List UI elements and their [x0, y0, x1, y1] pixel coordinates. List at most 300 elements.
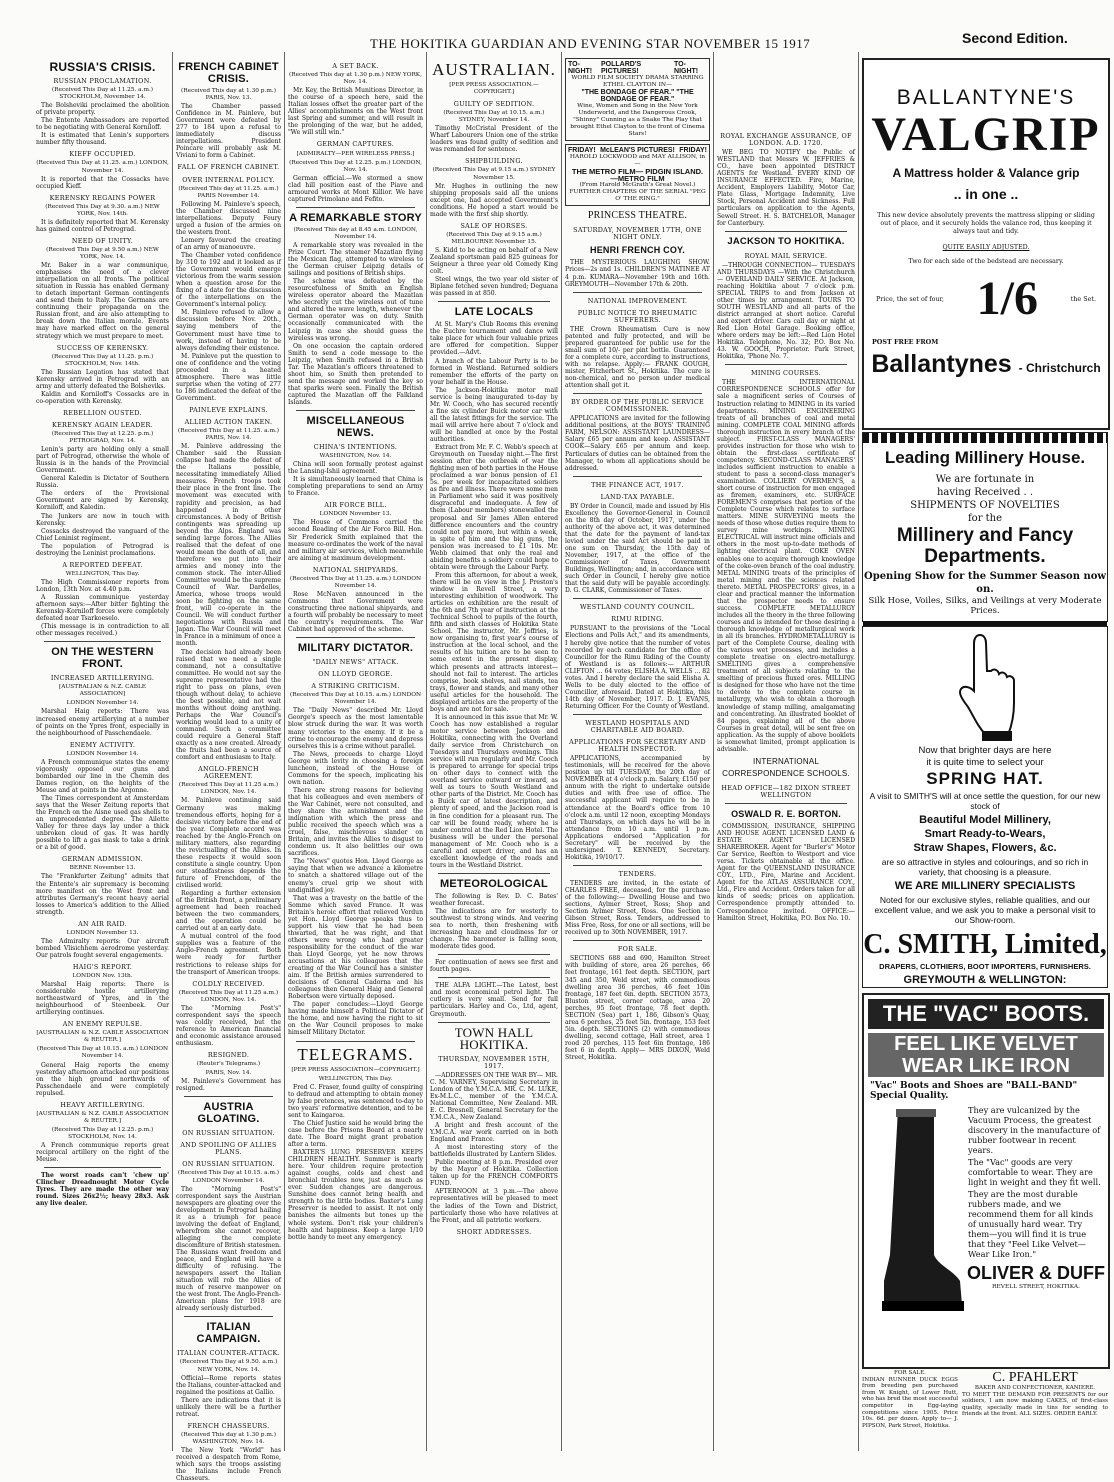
- price-label: Price, the set of four,: [876, 295, 944, 303]
- headline: A REMARKABLE STORY: [289, 211, 422, 224]
- dateline: (Received This Day at 9.15 a.m.) SYDNEY November 15.: [432, 167, 556, 181]
- paragraph: Mr. Key, the British Munitions Director, in the course of a speech here, said the Italian losses offset the greater part of the Allies' accomplishments on the West front last Spring and summer, and will result in the prolonging of the war, but he added, "We will still win.": [288, 87, 423, 137]
- subheading: A SET BACK.: [332, 62, 379, 70]
- paragraph: The News, proceeds to charge Lloyd George with levity in choosing a foreign luncheon, instead of the House of Commons for the speech, implicating his own nation.: [288, 750, 423, 786]
- cinema-name: POLLARD'S PICTURES!: [600, 61, 642, 76]
- company-name: C. PFAHLERT: [992, 1370, 1078, 1385]
- divider: [438, 977, 550, 978]
- subheading: RESIGNED.: [207, 1051, 250, 1060]
- paragraph: —THROUGH CONNECTION— TUESDAYS AND THURSDAYS —With the Christchurch— OVERLAND DAILY SERVICE. At Jackson, reaching Hokitika about 7 o'clock p.m. SPECIAL TRIPS to and from Jackson at other times by arrangement. TOURS TO SOUTH WESTLAND and all parts of the district arranged at short notice. Careful and expert driver. Cars call day or night at Red Lion Hotel Garage. Booking office, where orders may be left:—Red Lion Hotel Hokitika. Telephone, No. 32; P.O. Box No. 43. W. GOOCH, Proprietor. Park Street, Hokitika, 'Phone No. 7.: [717, 261, 855, 361]
- ad-line: GREYMOUTH & WELLINGTON:: [903, 974, 1067, 986]
- smith-spring-hat-ad: [862, 626, 1108, 988]
- paragraph: WE BEG TO NOTIFY the Public of WESTLAND that Messrs W. JEFFRIES & CO., have been appointed DISTRICT AGENTS for Westland. EVERY KIND OF INSURANCE EFFECTED. Fire, Marine, Accident, Employers Liability, Motor Car, Plate Glass, Mortgage Indemnity, Live Stock, Personal Accident and Sickness. Full particulars on application to the Agents, Sewell Street. H. S. BATCHELOR, Manager for Canterbury.: [717, 149, 855, 227]
- column-rule: [858, 52, 859, 1451]
- paragraph: THE INTERNATIONAL CORRESPONDENCE SCHOOLS offer for sale a magnificent series of Courses of Instruction relating to MINING in its varied departments. MINING ENGINEERING treats of all branches of coal and metal mining. COMPLETE COAL MINING affords thorough instruction in every branch of the subject. FIRST-CLASS MANAGERS' provides instruction for those who wish to obtain the first-class certificate of competency. SECOND-CLASS MANAGERS' includes sufficient instruction to enable a student to pass a second-class manager's examination. COLLIERY OVERMEN'S, a short course of instruction for men engaged as firemen, examiners, etc. SURFACE FOREMEN'S comprises that portion of the Complete Course which relates to surface matters. MINE SURVEYING meets the needs of those whose duties require them to survey mine workings. MINING ELECTRICAL will instruct mine officials and others in the most up-to-date methods of lighting electrical plant. COKE OVEN enables one to acquire thorough knowledge of the coke-oven branch of the coal industry. METAL MINING treats of the principles of metal mining and the sciences related thereto. METAL PROSPECTORS' gives, in a clear and practical manner the information that the prospector needs to ensure success. COMPLETE METALLURGY includes all the theory in the three following courses and is intended for those desiring a thorough knowledge of metallurgical work in all its branches. HYDROMETALLURGY is part of the Complete Course, dealing with the various wet processes, and includes a complete treatise on electro-metallurgy. SMELTING gives a comprehensive treatment of all subjects relating to the smelting of precious fluxed ores. MILLING is designed for those who have not the time to devote to the complete course in metallurgy, who wish to obtain a thorough knowledge of stamp milling, amalgamating and concentrating. An illustrated booklet of 84 pages, explaining all of the above Courses in great detail, will be sent free on application. As the supply of above booklets is somewhat limited, prompt application is advisable.: [717, 379, 855, 753]
- headline: ON THE WESTERN FRONT.: [51, 646, 154, 671]
- dateline: (Received This Day at 11.25. a.m.) LONDON November 14.: [289, 575, 422, 589]
- headline: AUSTRALIAN.: [432, 60, 556, 79]
- ad-line: HAROLD LOCKWOOD and MAY ALLISON, in—: [569, 154, 706, 168]
- paragraph: Steel wings, the two year old sister of Biplane fetched seven hundred; Deguana was passed in at 850.: [430, 276, 558, 298]
- subheading: GUILTY OF SEDITION.: [453, 100, 535, 109]
- dateline: (Received This Day at 11.25 a.m.) LONDON, Nov. 14.: [178, 782, 279, 796]
- subheading: CHINA'S INTENTIONS.: [313, 443, 398, 452]
- paragraph: The Junkers are now in touch with Kerensky.: [36, 512, 169, 527]
- subheading: SHORT ADDRESSES.: [456, 1227, 532, 1236]
- headline: TOWN HALL HOKITIKA.: [454, 1024, 534, 1052]
- divider: [184, 1316, 273, 1317]
- paragraph: There are indications that it is unlikely there will be a further retreat.: [176, 1396, 281, 1418]
- paragraph: M. Painleve addressing the Chamber said the Russian collapse had made the defeat of the Italians possible, necessitating immediately Allied measures. French troops took their place in the front line. The movement was executed with rapidity and precision, as had happened in other circumstances. A body of British contingents was spreading up beyond the Alps. England was sending large forces. The Allies realised that the defeat of one would mean the death of all, and therefore we put into their armies and money into the common stock. The inter-Allied Committee would be the supreme Council of War. Dardelles, America, whose troops would soon be fighting on the same front, will co-operate in the Council. We will conduct further negotiations with Russia and Japan. The War Council will meet in France in a minimum of once a month.: [176, 443, 281, 648]
- paragraph: It is announced in this issue that Mr. W. Cooch has now established a regular motor service between Jackson and Hokitika, connecting with the Overland daily service from Christchurch on Tuesdays and Thursdays evenings. This service will run regularly and Mr. Cooch is prepared to arrange for special trips on other days to connect with the overland service outward or inward, as well as tours to South Westland and other parts of the District. Mr. Cooch has a Buick car of latest description, and plenty of speed, and the Jackson road is in fine condition for a pleasant run. The car will be found ready, where he is under control at the Red Lion Hotel. The business will be under the personal management of Mr. Cooch who is a careful and expert driver, and has an excellent knowledge of the roads and tours in the Westland District.: [430, 713, 558, 869]
- paragraph: APPLICATIONS, accompanied by testimonials, will be received for the above position up till TUESDAY, the 20th day of NOVEMBER at 4 o'clock p.m. Salary, £150 per annum with the right to undertake outside duties and with free use of office. The successful applicant will require to be in attendance at the Board's office from 10 o'clock a.m. until 12 noon, excepting Mondays and Thursdays, on which days he will be in attendance from 10 a.m. until 1 p.m. Applications endorsed "Application for Secretary" will be received by the undersigned. T. KENNEDY, Secretary. Hokitika, 19/10/17.: [565, 755, 710, 861]
- dateline: WELLINGTON, This Day.: [318, 1075, 393, 1082]
- divider: [438, 301, 550, 302]
- subheading: SUCCESS OF KERENSKY.: [56, 343, 149, 352]
- paragraph: The "Morning Post's" correspondent says the speech was coldly received, but the reference to American financial and economic assistance aroused enthusiasm.: [176, 1004, 281, 1047]
- paragraph: China will soon formally protest against the Lansing-Ishii agreement.: [288, 461, 423, 476]
- paragraph: At St. Mary's Club Rooms this evening the Euchre tournament and dance will take place for which four valuable prizes are offered for competition. Supper provided.—Advt.: [430, 321, 558, 357]
- paragraph: There are strong reasons for believing that his colleagues and even members of the War Cabinet, were not consulted, and they share the astonishment and the indignation with which the press and public received the speech which was a cruel, false, mischievous slander on Britain, and invites the Allies to disgust to condemn us. It also belittles our own sacrifices.: [288, 786, 423, 858]
- ad-line: Wine, Women and Song in the New York Underworld, and the Dangerous Crook, "Shinny" Cunning as a Snake The Play that brought Ethel Clayton to the front of Cinema Stars!: [570, 103, 705, 138]
- subheading: OVER INTERNAL POLICY.: [182, 175, 275, 184]
- ad-heading: Departments.: [924, 546, 1046, 567]
- dateline: LONDON Nov. 13th.: [72, 973, 133, 980]
- dateline: [PER PRESS ASSOCIATION—COPYRIGHT.]: [291, 1066, 420, 1073]
- subheading: WESTLAND HOSPITALS AND CHARITABLE AID BOARD.: [585, 719, 690, 735]
- cinema-name: McLEAN'S PICTURES!: [600, 147, 675, 155]
- paragraph: The indications are for westerly to southwest to strong winds. And veering sea to north, then freshening with increasing haze and cloudiness for or change. The barometer is falling soon, moderate tides good.: [430, 907, 558, 951]
- paragraph: It is simultaneously learned that China is completing preparations to send an Army to France.: [288, 476, 423, 498]
- headline: MILITARY DICTATOR.: [297, 642, 414, 655]
- ad-line: QUITE EASILY ADJUSTED.: [942, 244, 1030, 251]
- paragraph: A French communique states the enemy vigorously opposed our guns and bombarded our line in the Chemin des Dames region, on the heights of the Meuse and at points in the Argonne.: [36, 758, 169, 794]
- ad-line: (From Harold McGrath's Great Novel.): [579, 182, 696, 189]
- paragraph: The New York "World" has received a despatch from Rome, which says the troops assisting the Italians include French Chasseurs.: [176, 1446, 281, 1482]
- subheading: GERMAN ADMISSION.: [62, 855, 143, 864]
- divider: [573, 393, 702, 394]
- ad-subtitle: A Mattress holder & Valance grip: [892, 166, 1080, 180]
- ad-line: Opening Show for the Summer Season now on.: [863, 571, 1107, 595]
- subheading: LAND-TAX PAYABLE.: [600, 492, 675, 501]
- ad-brand: BALLANTYNE'S: [896, 86, 1076, 109]
- company-name: OLIVER & DUFF: [967, 1263, 1105, 1283]
- paragraph: The Chief Justice said he would bring the case before the Prisons Board at a nearly date. The Board might grant probation after a term.: [288, 1119, 423, 1148]
- subheading: HAIG'S REPORT.: [72, 962, 133, 971]
- paragraph: Extract from Mr. F. C. Webb's speech at Greymouth on Tuesday night.—The first session after the outbreak of war the fighting men of both parties in the House proclaimed a war bonus pension of £1 5s. per week for incapacitated soldiers as fire and illness. There were some men in Parliament who said it was positively disgraceful and inadequate. A few of them (Labour members) stonewalled the proposal and Sir James Allen entered difference encounters and the country could not pay more, but within a week, in spite of him and the big guns, the pension was increased to £1 10s. Mr. Webb claimed that only the real and abiding benefits a soldiery could hope to obtain were through the Labour Party.: [430, 444, 558, 571]
- ad-line: WORLD FILM SOCIETY DRAMA STARRING ETHEL CLAYTON IN—: [571, 75, 704, 89]
- vac-boots-ad: [862, 993, 1110, 1369]
- ad-slogan: FEEL LIKE VELVET: [868, 1033, 1104, 1055]
- column-5: [565, 58, 710, 1445]
- column-rule: [713, 52, 714, 1451]
- paragraph: BY Order in Council, made and issued by His Excellency the Governor-General in Council on the 8th day of October, 1917, under the authority of the above act, it was determined that the date for the payment of land-tax levied under the said Act should be paid in one sum on Thursday, the 15th day of November, 1917, at the office of the Commissioner of Taxes, Government Buildings, Wellington; and, in accordance with such Order in Council, I hereby give notice that the said duty will be payable accordingly. D. G. CLARK, Commissioner of Taxes.: [565, 502, 710, 595]
- dateline: (Received This Day at 11.25 a.m.) LONDON, Nov. 14.: [178, 989, 279, 1003]
- ad-line: Two for each side of the bedstead are necessary.: [908, 258, 1064, 265]
- column-1: [36, 58, 169, 1445]
- paragraph: The Entente Ambassadors are reported to be negotiating with General Korniloff.: [36, 117, 169, 132]
- dateline: (Received This Day at 10.15. a.m.) SYDNEY, November 14.: [443, 110, 545, 124]
- dateline: (Received This day at 1.30 p.m.) NEW YORK, Nov. 14.: [288, 72, 422, 86]
- divider: [725, 364, 847, 365]
- paragraph: Public meeting at 8 p.m. Presided over by the Mayor of Hokitika. Collection taken up for the FRENCH COMFORTS FUND.: [430, 1159, 558, 1188]
- dateline: WASHINGTON, Nov. 14.: [319, 453, 392, 460]
- product-name: VALGRIP: [871, 108, 1101, 161]
- paragraph: PURSUANT to the provisions of the "Local Elections and Polls Act," and its amendments, I hereby give notice that the number of votes recorded by each candidate for the office of Councillor for the Rimu Riding of the County of Westland is as follows:— ARTHUR CLIFTON ... 64 votes; ELISHA A. WELLS ... 82 votes. And I hereby declare the said Elisha A. Wells to be duly elected to the office of Councillor, aforesaid. Dated at Hokitika, this 14th day of November, 1917. D. J. EVANS, Returning Officer. For the County of Westland.: [565, 625, 710, 710]
- divider: [573, 598, 702, 599]
- paragraph: Cossacks destroyed the vanguard of the Chief Leninist regiment.: [36, 527, 169, 542]
- ad-line: Beautiful Model Millinery,: [919, 814, 1051, 826]
- price-value: 1/6: [976, 272, 1038, 325]
- subheading: THURSDAY, NOVEMBER 15TH, 1917.: [438, 1054, 550, 1070]
- headline: PRINCESS THEATRE.: [587, 210, 688, 222]
- dateline: [AUSTRALIAN & N.Z. CABLE ASSOCIATION & REUTER.]: [36, 1030, 169, 1044]
- subheading: FALL OF FRENCH CABINET.: [177, 163, 280, 172]
- divider: [573, 940, 702, 941]
- paragraph: The Russian Legation has stated that Kerensky arrived in Petrograd with an army and utterly defeated the Bolsheviks.: [36, 368, 169, 390]
- paragraph: General Kaledin is Dictator of Southern Russia.: [36, 475, 169, 490]
- headline: TELEGRAMS.: [297, 1044, 414, 1064]
- ad-top-line: [568, 147, 707, 154]
- schroder-millinery-ad: [862, 432, 1108, 622]
- mcleans-pictures-ad: [565, 144, 710, 206]
- dateline: (Received This Day at 11.25. a.m.) STOCKHOLM, November 14.: [51, 87, 154, 101]
- paragraph: The "Daily News" described Mr. Lloyd George's speech as the most lamentable blow struck during the war. It was worth many victories to the enemy. If it be a crime to encourage the enemy and depress ourselves this is a crime without parallel.: [288, 707, 423, 750]
- paragraph: The Jackson-Hokitika motor mail service is being inaugurated to-day by Mr. W. Cooch, who has secured recently a fine six cylinder Buick motor car with all the latest fittings for the service. The mail will arrive here about 7 o'clock and will be handled at once by the Postal authorities.: [430, 386, 558, 444]
- subheading: THE FINANCE ACT, 1917.: [591, 480, 684, 489]
- for-sale-notice: [862, 1370, 958, 1429]
- paragraph: On one occasion the captain ordered Smith to send a code message to the Leipzig, when Smith refused in a British Tar. The Mazatlan's officers threatened to shoot him, so Smith then pretended to send the message and worked the key so that sparks were seen. Finally the British captured the Mazatlan off the Falkland Islands.: [288, 342, 423, 406]
- paragraph: That was a travesty on the battle of the Somme which saved France. It was Britain's heroic effort that relieved Verdun yet Hon. Lloyd George speaks thus to support his view that he had been thwarted, that he was right, and that others were wrong who had greater responsibility for the conduct of the war than Lloyd George, yet he now throws accusations at his colleagues that the creating of the War Council has a sinister aim. If the British armies surrendered to decisions of General Cadorna and his colleagues then General Haig and General Robertson were virtually deposed.: [288, 894, 423, 1001]
- ad-line: FURTHER CHAPTERS OF THE SERIAL "PEG O' THE RING.": [569, 189, 706, 203]
- dateline: PARIS, Nov. 14.: [205, 1070, 252, 1077]
- dateline: (Received This Day at 11.25. p.m.) STOCKHOLM, Nov. 14th.: [51, 353, 154, 367]
- paragraph: Fred C. Fraser, found guilty of conspiring to defraud and attempting to obtain money by false pretences, was sentenced to-day to two years' reformative detention, and to be sent to Kaingaroa.: [288, 1083, 423, 1119]
- subheading: PUBLIC NOTICE TO RHEUMATIC SUFFERERS.: [577, 308, 698, 324]
- subheading: A STRIKING CRITICISM.: [311, 682, 400, 691]
- headline: RUSSIA'S CRISIS.: [49, 60, 156, 74]
- paragraph: The House of Commons carried the second Reading of the Air Force Bill. Hon. Sir Frederick Smith explained that the measure co-ordinates the work of the naval and military air services, which meanwhile are aiming at maximum development.: [288, 519, 423, 562]
- paragraph: From this afternoon, for about a week, there will be on view in the J. Preston's window in Revell Street, a very interesting exhibition of woodwork. The articles on exhibition are the result of the 6th and 7th year of instruction at the Technical School to pupils of the fourth, fifth and sixth classes of Hokitika State School. The instructor, Mr. Jeffries, is now organising to, first year's course of instruction at the local school, and the results of his tuition are to be seen to some extent in the present display, which presents and attracts interest—should not fail to interest. The articles comprise, book shelves, nail stands, tea trays, flower and stands, and many other useful articles for the household. The displayed articles are the property of the boys and are not for sale.: [430, 571, 558, 713]
- headline: LATE LOCALS: [454, 306, 534, 319]
- subheading: ROYAL MAIL SERVICE.: [744, 251, 828, 260]
- headline: OSWALD R. E. BORTON.: [731, 808, 841, 819]
- ad-line: POST FREE FROM: [872, 338, 939, 346]
- subheading: "DAILY NEWS" ATTACK.: [312, 658, 399, 667]
- paragraph: German official.—We stormed a snow clad hill position east of the Piave and armoured works at Mont Killior. We have captured Primolano and Fefito.: [288, 174, 423, 203]
- subheading: ALLIED ACTION TAKEN.: [184, 418, 273, 427]
- ad-line: A visit to SMITH'S will at once settle the question, for our new stock of: [869, 791, 1101, 811]
- ad-line: WE ARE MILLINERY SPECIALISTS: [894, 880, 1076, 892]
- subheading: ON RUSSIAN SITUATION.: [182, 1129, 275, 1138]
- subheading: AN AIR RAID.: [78, 919, 127, 928]
- paragraph: THE MYSTERIOUS LAUGHING SHOW. Prices—2s and 1s. CHILDREN'S MATINEE AT 4 p.m. KUMARA—November 19th and 16th. GREYMOUTH—November 17th & 20th.: [565, 259, 710, 288]
- ad-subtitle: .. in one ..: [953, 186, 1019, 202]
- paragraph: BAXTER'S LUNG PRESERVER KEEPS CHILDREN HEALTHY. Summer is nearly here. Your children require protection against coughs, colds and chest and bronchial troubles now, just as much as ever. Sudden changes are dangerous. Sunshine does cannot bring health and strength to the little bodies. Baxter's Lung Preserver is needed to assist. It not only banishes the ailments but tones up the whole system. Don't risk your children's health and happiness. Keep a large 1/10 bottle handy to meet any emergency.: [288, 1149, 423, 1241]
- divider: [44, 641, 161, 642]
- tonight-label: TO-NIGHT!: [568, 61, 593, 76]
- paragraph: M. Painleve continuing said Germany was making tremendous efforts, hoping for a decisive victory before the end of the year. Complete accord was reached by the Anglo-French on military matters, also regarding the revictualling of the Allies. In these respects it would soon constitute a single country. Upon our steadfastness depends the future of Frenchdom, of the civilised world.: [176, 797, 281, 890]
- dateline: (Received This Day at 12.25. p.m.) PETROGRAD, Nov. 14.: [51, 431, 154, 445]
- rubber-boot-icon: [876, 1105, 966, 1315]
- paragraph: The High Commissioner reports from London, 13th Nov. at 4.40 p.m.: [36, 578, 169, 593]
- dateline: [ADMIRALTY—PER WIRELESS PRESS.]: [296, 150, 415, 157]
- paragraph: A mutual control of the food supplies was a feature of the Anglo-French agreement. Both were ready for further restrictions to release ships for the transport of American troops.: [176, 933, 281, 976]
- paragraph: THE Crown Rheumatism Cure is now patented and fully protected, and will be prepared guaranteed for public use for the small sum of 10/- per pint bottle. Guaranteed for a complete cure, according to instructions, with no relapse. Apply:— FRANK GOUGH, mister, Fitzherbert St., Hokitika. The cure is non-chemical, and no person under medical attention shall get it.: [565, 325, 710, 390]
- notice-text: INDIAN RUNNER DUCK EGGS from breeding pen purchased from W. Knight, of Lower Hutt, who has bred the most successful competitor in Egg-laying competitions since 1905. Price 10s. 6d. per dozen. Apply to— J. PIPSON, Park Street, Hokitika.: [862, 1376, 958, 1429]
- divider: [296, 410, 415, 411]
- divider: [296, 637, 415, 638]
- divider: [725, 231, 847, 232]
- paragraph: The "Frankfurter Zeitung" admits that the Entente's air supremacy is becoming more manifest on the West front and attributes Germany's recent heavy aerial losses to America's addition to the Allied strength.: [36, 873, 169, 916]
- paragraph: It is definitely reported that M. Kerensky has gained control of Petrograd.: [36, 218, 169, 233]
- ad-line: They are the most durable rubbers made, and we recommend them for all kinds of unusually hard wear. Try them—you will find it is true that they "Feel Like Velvet—Wear Like Iron.": [968, 1189, 1094, 1259]
- ad-line: REVELL STREET, HOKITIKA.: [991, 1284, 1081, 1290]
- paragraph: It is reported that the Cossacks have occupied Kieff.: [36, 175, 169, 190]
- company-name: C. SMITH, Limited,: [863, 929, 1107, 960]
- headline: HENRI FRENCH COY.: [590, 245, 685, 256]
- ad-line: DRAPERS, CLOTHIERS, BOOT IMPORTERS, FURNISHERS.: [879, 962, 1091, 971]
- paragraph: The scheme was defeated by the resourcefulness of Smith an English wireless operator aboard the Mazatlan who secretly cut the wireless out of tune and altered the wave length, whenever the German operator was on duty. Smith occasionally communicated with the Leipzig in case she should guess the wireless was wrong.: [288, 278, 423, 342]
- paragraph: A remarkable story was revealed in the Prize Court. The steamer Mazatlan flying the Mexican flag, attempted to wireless to the German cruiser Leipzig details of sailings and positions of British ships.: [288, 241, 423, 278]
- subheading: COLDLY RECEIVED.: [192, 979, 265, 988]
- ad-line: We are fortunate in: [935, 474, 1035, 485]
- column-rule: [561, 52, 562, 1451]
- paragraph: The Admiralty reports: Our aircraft bombed Vlisichhem aerodrome yesterday. Our patrols fought several engagements.: [36, 937, 169, 959]
- paragraph: It is estimated that Lenin's supporters number fifty thousand.: [36, 132, 169, 147]
- subheading: PAINLEVE EXPLAINS.: [189, 405, 268, 414]
- headline: FRENCH CABINET CRISIS.: [178, 61, 279, 85]
- column-rule: [426, 52, 427, 1451]
- ad-line: BAKER AND CONFECTIONER, KANIERE.: [974, 1385, 1096, 1391]
- paragraph: Mr. Hughes in outlining the new shipping proposals said all the unions except one, had accepted Government's conditions. He hoped a start would be made with the first ship shortly.: [430, 182, 558, 218]
- ad-top-line: [568, 61, 707, 75]
- dateline: [AUSTRALIAN & N.Z. CABLE ASSOCIATION]: [58, 684, 147, 698]
- pollards-pictures-ad: [565, 58, 710, 141]
- subheading: AIR FORCE BILL.: [324, 501, 387, 510]
- column-2: [176, 58, 281, 1482]
- subheading: ROYAL EXCHANGE ASSURANCE, OF LONDON. A.D. 1720.: [720, 132, 852, 148]
- headline: ITALIAN CAMPAIGN.: [196, 1321, 261, 1346]
- subheading: RIMU RIDING.: [611, 615, 664, 624]
- price-row: [864, 274, 1108, 324]
- divider: [438, 1022, 550, 1023]
- divider: [573, 476, 702, 477]
- subheading: HEAVY ARTILLERYING.: [60, 1100, 145, 1109]
- paragraph: The Bolsheviki proclaimed the abolition of private property.: [36, 102, 169, 117]
- column-rule: [284, 52, 285, 1451]
- divider: [184, 1096, 273, 1097]
- subheading: ITALIAN COUNTER-ATTACK.: [177, 1349, 280, 1358]
- paragraph: THE ALFA LIGHT.—The Latest, best and most economical petrol light. The cutlery is very small. Send for full particulars. Harley and Co., Ltd, agent, Greymouth.: [430, 982, 558, 1018]
- paragraph: (This message is in contradiction to all other messages received.): [36, 623, 169, 638]
- dateline: (Reuter's Telegrams.): [196, 1061, 261, 1068]
- divider: [573, 865, 702, 866]
- paragraph: Regarding a further extension of the British front, a preliminary agreement had been reached between the two commanders, and the operation could be carried out at an early date.: [176, 890, 281, 933]
- paragraph: M. Painleve's Government has resigned.: [176, 1078, 281, 1093]
- column-rule: [172, 52, 173, 1451]
- paragraph: S. Kidd to be acting on behalf of a New Zealand sportsman paid 825 guineas for Seigneur a three year old Comedy King colt.: [430, 246, 558, 276]
- headline: MISCELLANEOUS NEWS.: [306, 415, 405, 440]
- dateline: BERNE November 13.: [69, 865, 136, 872]
- ad-heading: THE "VAC" BOOTS.: [868, 999, 1104, 1029]
- dateline: (Received This Day at 10.15. a.m.) LONDON November 14.: [177, 1170, 280, 1184]
- dateline: LONDON November 13.: [66, 929, 139, 936]
- subheading: SALE OF HORSES.: [460, 221, 528, 230]
- paragraph: Lenin's party are holding only a small part of Petrograd, otherwise the whole of Russia is in the hands of the Provincial Government.: [36, 446, 169, 475]
- paragraph: Following M. Painleve's speech, the Chamber discussed nine interpellations. Deputy Feury urged a fusion of the armies on the western front.: [176, 200, 281, 236]
- paragraph: A branch of the Labour Party is to be formed in Westland. Returned soldiers remember the efforts of the party on your behalf in the House.: [430, 357, 558, 386]
- paragraph: Rose McNaven announced in the Commons that Government were constructing three national shipyards, and a fourth will probably be necessary to meet the country's requirements. The War Cabinet had approved of the scheme.: [288, 590, 423, 634]
- subheading: APPLICATIONS FOR SECRETARY AND HEALTH INSPECTOR.: [569, 738, 706, 754]
- ad-line: Straw Shapes, Flowers, &c.: [913, 842, 1057, 854]
- divider: [296, 207, 415, 208]
- paragraph: A most interesting story of the battlefields illustrated by Lantern Slides.: [430, 1144, 558, 1159]
- dateline: LONDON November 13.: [319, 511, 392, 518]
- subheading: A REPORTED DEFEAT.: [62, 560, 143, 569]
- paragraph: The Times correspondent at Amsterdam says that the Weser Zeitung reports that the French on the Aisne used gas shells to an unprecedented degree. The Ailette Valley for three days lay under a thick unbroken cloud of gas. It was hardly possible to lift a gas mask to take a drink or a bit of good.: [36, 794, 169, 852]
- paragraph: TENDERS are invited, in the estate of CHARLES FREE, deceased, for the purchase of the following:— Dwelling House and two sections, Aylmer Street, Ross; Shop and Section Aylmer Street, Ross. One Section in Gibson Street, Ross. Tenders, addressed to Miss Free, Ross, for one or all sections, will be received up to 30th NOVEMBER, 1917.: [565, 879, 710, 937]
- ad-line: "Vac" Boots and Shoes are "BALL-BAND" Special Quality.: [870, 1081, 1078, 1101]
- divider: [438, 954, 550, 955]
- dateline: (Received This day at 11.25. a.m.) PARIS November 14.: [178, 185, 279, 199]
- ad-heading: SPRING HAT.: [926, 769, 1044, 788]
- company-city: - Christchurch: [1018, 361, 1101, 375]
- subheading: TENDERS.: [618, 869, 657, 878]
- dateline: LONDON November 14.: [66, 700, 139, 707]
- film-title: "THE BONDAGE OF FEAR." "THE BONDAGE OF FEAR.": [581, 89, 694, 104]
- subheading: ON RUSSIAN SITUATION.: [182, 1160, 275, 1169]
- paragraph: Mr. Baker in a war communique, emphasises the need of a clever interpellation on all fronts. The political situation in Russia has enabled Germany to detach important German contingents and send them to Italy. The Germans are continuing their propaganda on the Russian front, and are also attempting to break down the Italian morale. Events may have marked effect on the general strategy which we must prepare to meet.: [36, 262, 169, 340]
- advertisement-text: The worst roads can't 'chew up' Clincher Dreadnought Motor Cycle Tyres. They are made the other way round. Sizes 26x2½; heavy 28x3. Ask any live dealer.: [36, 1172, 169, 1208]
- subheading: NEED OF UNITY.: [71, 236, 134, 245]
- subheading: REBELLION OUSTED.: [63, 408, 142, 417]
- masthead: [0, 0, 1114, 51]
- paragraph: A French communique reports great reciprocal artillery on the right of the Meuse.: [36, 1142, 169, 1164]
- company-name-text: Ballantynes: [871, 350, 1012, 378]
- paragraph: Marshal Haig reports: There was increased enemy artillerying at a number of points on the Ypres front, especially in the neighbourhood of Passchendaele.: [36, 708, 169, 737]
- subheading: SATURDAY, NOVEMBER 17TH, ONE NIGHT ONLY.: [573, 226, 702, 242]
- ad-line: SHIPMENTS OF NOVELTIES: [910, 500, 1060, 511]
- paragraph: General Haig reports the enemy yesterday afternoon attacked our positions on the high ground northwards of Passchendaele and were completely repulsed.: [36, 1061, 169, 1097]
- dateline: (Received This Day at 11.25. a.m.) LONDON, November 14.: [36, 160, 169, 174]
- paragraph: Marshal Haig reports: There is considerable hostile artillerying northeastward of Ypres, and in the neighbourhood of Steenbeek. Our artillerying continues.: [36, 981, 169, 1017]
- subheading: WESTLAND COUNTY COUNCIL.: [579, 603, 696, 612]
- paragraph: Timothy McCristal President of the Wharf Labourers Union one of the strike leaders was found guilty of sedition and was remanded for sentence.: [430, 125, 558, 154]
- paragraph: APPLICATIONS are invited for the following additional positions, at the BOYS' TRAINING FARM, NELSON: ASSISTANT LAUNDRESS—Salary £65 per annum and keep. ASSISTANT COOK—Salary £65 per annum and keep. Particulars of duties can be obtained from the Manager, to whom all applications should be addressed.: [565, 415, 710, 472]
- dateline: (Received This Day at 11.25. a.m.) PARIS, Nov. 14.: [177, 428, 280, 442]
- ad-line: Noted for our exclusive styles, reliable qualities, and our excellent value, and we ask you to make a personal visit to our Show-room.: [874, 895, 1096, 925]
- dateline: (Received This Day at 12.25. p.m.) LONDON, Nov. 14.: [289, 159, 422, 173]
- paragraph: The Chamber voted confidence by 310 to 192 and it looked as if the Government would emerge victorious from the warm session when a question arose for the fixing of a date for the discussion of the interpellations on the Government's internal policy.: [176, 251, 281, 309]
- price-unit: the Set.: [1070, 295, 1096, 303]
- ad-line: it is quite time to select your: [926, 757, 1044, 768]
- ad-heading: Leading Millinery House.: [884, 448, 1086, 467]
- tonight-label: TO-NIGHT!: [674, 61, 699, 76]
- dateline: [AUSTRALIAN & N.Z. CABLE ASSOCIATION & REUTER.]: [36, 1110, 169, 1124]
- subheading: ON LLOYD GEORGE.: [318, 670, 393, 679]
- dateline: (Received This day at 1.30 p.m.) WASHINGTON, Nov. 14.: [181, 1431, 276, 1445]
- subheading: HEAD OFFICE—182 DIXON STREET WELLINGTON: [721, 783, 851, 799]
- paragraph: The following is Rev. D. C. Bates' weather forecast.: [430, 892, 558, 907]
- paragraph: M. Painleve put the question to one of confidence and the voting proceeded in a heated atmosphere. There was little surprise when the voting of 277 to 186 indicated the defeat of the Government.: [176, 352, 281, 402]
- divider: [725, 803, 847, 804]
- edition-label: Second Edition.: [962, 30, 1068, 46]
- ad-line: Silk Hose, Voiles, Silks, and Veilings at very Moderate Prices.: [868, 596, 1102, 616]
- paragraph: For continuation of news see first and fourth pages.: [430, 959, 558, 974]
- dateline: (Received This day at 1.30 p.m.) PARIS, Nov. 13.: [181, 88, 276, 102]
- ad-line: are so attractive in styles and colourings, and so rich in variety, that choosing is a pleasure.: [881, 857, 1089, 877]
- subheading: KERENSKY REGAINS POWER: [49, 193, 156, 202]
- column-4: [430, 58, 558, 1445]
- dateline: (Received This Day at 9.30. a.m.) NEW YORK, Nov. 14th.: [45, 203, 160, 217]
- subheading: GERMAN CAPTURES.: [316, 140, 395, 149]
- friday-label: FRIDAY!: [679, 147, 707, 155]
- divider: [44, 1167, 161, 1168]
- dateline: (Received This Day at 12.25. p.m.) STOCKHOLM, Nov. 14.: [51, 1126, 154, 1140]
- dateline: (Received This Day at 9.50 a.m.) NEW YORK, Nov. 14.: [46, 246, 159, 260]
- paragraph: AFTERNOON at 3 p.m.—The above representatives will be pleased to meet the ladies of the Town and District, particularly those who have relatives at the Front, and all patriotic workers.: [430, 1188, 558, 1224]
- subheading: NATIONAL IMPROVEMENT.: [587, 296, 688, 305]
- subheading: AN ENEMY REPULSE.: [62, 1020, 143, 1029]
- ad-line: Smart Ready-to-Wears,: [924, 828, 1046, 840]
- paragraph: The Chamber passed Confidence in M. Painleve, but Government were defeated by 277 to 184 upon a refusal to immediately discuss interpellations. President Poincare will probably ask M. Viviani to form a Cabinet.: [176, 103, 281, 160]
- subheading: KERENSKY AGAIN LEADER.: [52, 420, 153, 429]
- ad-description: This new device absolutely prevents the mattress slipping or sliding out of place, and it securely holds the valance rod, thus keeping it always taut and tidy.: [877, 212, 1095, 235]
- dateline: (Received This Day at 9.15 a.m.) MELBOURNE November 15.: [446, 231, 542, 245]
- ad-slogan: WEAR LIKE IRON: [868, 1055, 1104, 1077]
- subheading: NATIONAL SHIPYARDS.: [312, 565, 399, 574]
- ad-line: They are vulcanized by the Vacuum Process, the greatest discovery in the manufacture of rubber footwear in recent years.: [968, 1105, 1101, 1155]
- headline: METEOROLOGICAL: [440, 877, 548, 890]
- paragraph: —ADDRESSES ON THE WAR BY— MR. C. M. VARNEY, Supervising Secretary in London of the Y.M.C.A. MR. C. M. LUKE, Ex-M.L.C., member of the Y.M.C.A. National Committee, New Zealand. MR. E. C. Bresnell, General Secretary for the Y.M.C.A., New Zealand.: [430, 1071, 558, 1121]
- subheading: ANGLO-FRENCH AGREEMENT.: [198, 765, 259, 781]
- ad-text: TO MEET THE DEMAND FOR PRESENTS for our soldiers, I am now making CAKES, of first-class quality, specially made in tins for sending to friends at the front. ALL SIZES. ORDER EARLY.: [962, 1391, 1108, 1418]
- subheading: KIEFF OCCUPIED.: [69, 150, 136, 159]
- paragraph: The "Morning Post's" correspondent says the Austrian newspapers are gloating over the development in Petrograd hailing it as a triumph for peace involving the defeat of England, wherefrom she cannot recover, alleging the complete discomfiture of British statesmen. The Russians want freedom and peace, and England will have a difficulty of refusing. The newspapers assert the Italian situation will rob the Allies of much of reserve manpower on the west front. The Anglo-French-American plans for 1918 are already seriously disturbed.: [176, 1185, 281, 1313]
- subheading: FRENCH CHASSEURS.: [187, 1421, 270, 1430]
- friday-label: FRIDAY!: [568, 147, 596, 155]
- divider: [573, 292, 702, 293]
- ballantyne-valgrip-ad: [862, 58, 1110, 430]
- paragraph: COMMISSION, INSURANCE, SHIPPING AND HOUSE AGENT. LICENSED LAND & ESTATE AGENT LICENSED SHAREBROKER. Agent for "Burler's" Motor Car Service, Reefton to Westport and vice versa. Tickets obtainable at the office. Agent for the QUEENSLAND INSURANCE COY., LTD., Fire, Marine and Accident. Agent for the ATLAS ASSURANCE COY., Ltd., Fire and Accident. Orders taken for all kinds of seeds; prices on application. Correspondence promptly attended to. Correspondence invited. OFFICE:—Hamilton Street, Hokitika, P.O. Box No. 10.: [717, 822, 855, 922]
- pointing-hand-icon: [950, 631, 1020, 741]
- page-title: THE HOKITIKA GUARDIAN AND EVENING STAR NOVEMBER 15 1917: [370, 36, 811, 51]
- paragraph: A bright and fresh account of the Y.M.C.A. war work carried on in both England and France.: [430, 1122, 558, 1144]
- subheading: AND SPOILING OF ALLIES PLANS.: [180, 1141, 277, 1157]
- column-3: [288, 58, 423, 1445]
- headline: INTERNATIONAL CORRESPONDENCE SCHOOLS.: [722, 756, 850, 778]
- headline: AUSTRIA GLOATING.: [197, 1101, 260, 1126]
- decorative-border: [863, 433, 1107, 443]
- subheading: SHIPBUILDING.: [465, 157, 523, 166]
- ad-line: for the: [967, 513, 1003, 524]
- paragraph: The decision had already been raised that we need a single command, not a consultative committee. He would not say the supreme representative had the right to pass on plans, even though without delay, to achieve the best possible, and not wait months without doing anything. Perhaps the War Council's working would lead to a unity of command. Such a committee could require a General Staff exactly as a new created. Already the fruits had been a source of comfort and enthusiasm to Italy.: [176, 648, 281, 762]
- paragraph: Lemery favoured the creating of an army of manoeuvre.: [176, 236, 281, 251]
- ad-line: Now that brighter days are here: [918, 745, 1052, 756]
- notice-heading: FOR SALE.: [894, 1370, 926, 1376]
- film-title: THE METRO FILM— PIDGIN ISLAND. —METRO FILM: [571, 167, 704, 184]
- headline: JACKSON TO HOKITIKA.: [727, 235, 845, 247]
- paragraph: Kaldin and Korniloff's Cossacks are in co-operation with Kerensky.: [36, 390, 169, 405]
- paragraph: The orders of the Provisional Government are signed by Kerensky, Korniloff, and Kaledin.: [36, 490, 169, 512]
- paragraph: SECTIONS 688 and 690, Hamilton Street with building of store, area 26 perches, 66 feet frontage, 161 feet depth. SECTION, part 345 and 350, Weld street, with commodious dwelling area 36 perches, 46 feet 10in frontage, 187 feet 6in. depth. SECTION 3573, Bluston street, corner cottage, area 20 perches, 95 feet frontage, 78 feet depth. SECTION (Sea) part 1, 186, Gibson's Quay, area 6 perches, 25 feet 5in. frontage, 153 feet 5in. depth. SECTIONS (2) with commodious dwelling, second cottage, Hall street, area 1 rood 20 perches, 115 feet 6in frontage, 186 feet 6 in depth. Apply— MRS DIXON, Weld Street, Hokitika.: [565, 955, 710, 1062]
- pfahlert-ad: [962, 1370, 1108, 1418]
- divider: [438, 873, 550, 874]
- dateline: (Received This Day at 9.50. a.m.) NEW YORK, Nov. 14.: [179, 1359, 278, 1373]
- ad-line: The "Vac" goods are very comfortable to wear. They are light in weight and they fit well.: [968, 1157, 1101, 1187]
- subheading: RUSSIAN PROCLAMATION.: [53, 77, 152, 85]
- dateline: (Received This Day at 10.15. a.m.) LONDON November 14.: [289, 692, 422, 706]
